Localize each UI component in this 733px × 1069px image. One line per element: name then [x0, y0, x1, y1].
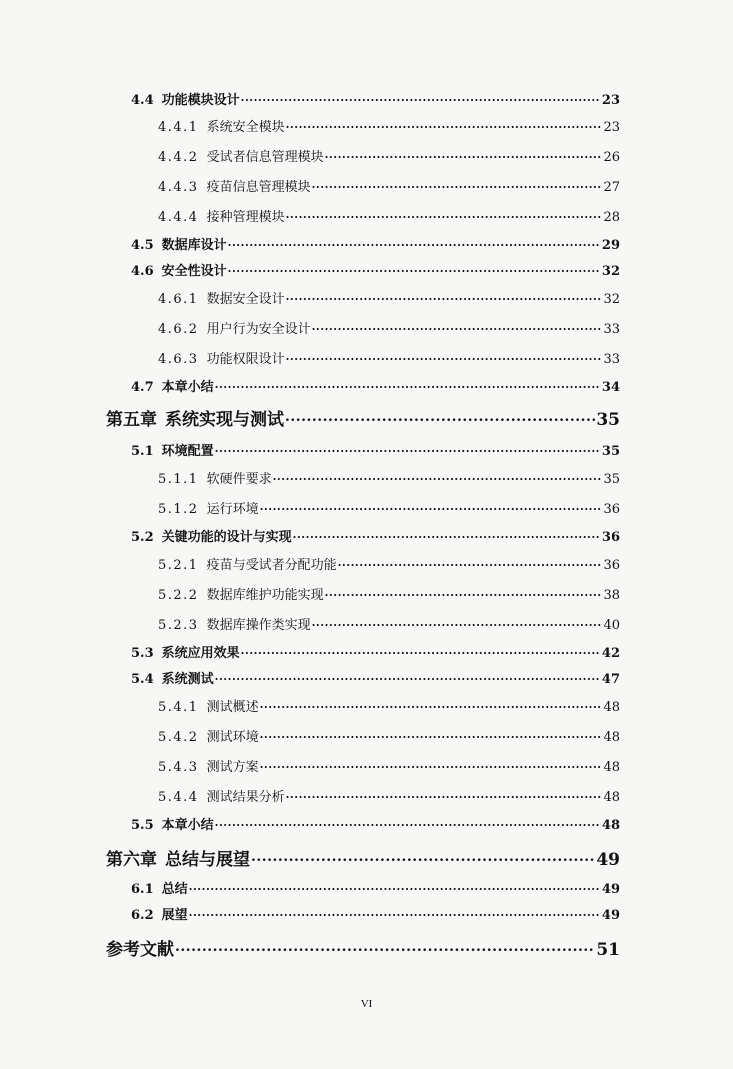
toc-entry-title: 接种管理模块	[206, 210, 285, 225]
dot-leader	[260, 730, 603, 741]
toc-entry-number: 5.4.1	[158, 700, 199, 715]
toc-entry-title: 系统安全模块	[206, 120, 285, 135]
dot-leader	[312, 618, 603, 629]
toc-entry-page: 32	[603, 292, 620, 307]
toc-entry-page: 23	[601, 93, 620, 108]
toc-entry-page: 38	[603, 588, 620, 603]
toc-entry-page: 32	[601, 264, 620, 279]
toc-entry-page: 36	[601, 530, 620, 545]
dot-leader	[215, 818, 601, 829]
toc-entry-page: 34	[601, 380, 620, 395]
toc-entry-number: 5.4.3	[158, 760, 199, 775]
toc-entry-title: 展望	[161, 908, 188, 923]
toc-entry-page: 35	[603, 472, 620, 487]
toc-entry	[158, 786, 620, 805]
toc-entry-page: 49	[601, 908, 620, 923]
toc-entry-title: 参考文献	[106, 940, 174, 960]
toc-entry-number: 第六章	[106, 850, 157, 870]
dot-leader	[285, 411, 595, 425]
toc-entry	[131, 904, 620, 923]
dot-leader	[241, 646, 601, 657]
toc-entry-number: 5.4.2	[158, 730, 199, 745]
toc-entry	[158, 146, 620, 165]
toc-entry-title: 系统应用效果	[161, 646, 240, 661]
toc-entry-title: 测试概述	[206, 700, 259, 715]
toc-entry	[131, 89, 620, 108]
toc-entry	[158, 756, 620, 775]
dot-leader	[228, 264, 601, 275]
toc-entry-title: 测试结果分析	[206, 790, 285, 805]
toc-entry	[158, 468, 620, 487]
toc-entry-number: 4.6.2	[158, 322, 199, 337]
dot-leader	[228, 238, 601, 249]
toc-entry-page: 42	[601, 646, 620, 661]
toc-entry	[131, 234, 620, 253]
toc-entry	[158, 726, 620, 745]
dot-leader	[251, 851, 595, 865]
toc-entry	[131, 376, 620, 395]
toc-entry	[158, 498, 620, 517]
toc-entry-number: 5.5	[131, 818, 154, 833]
toc-entry-page: 48	[603, 730, 620, 745]
toc-entry-page: 23	[603, 120, 620, 135]
toc-entry-title: 本章小结	[161, 818, 214, 833]
toc-entry	[158, 584, 620, 603]
toc-entry-number: 5.1.1	[158, 472, 199, 487]
toc-entry	[158, 554, 620, 573]
toc-entry-page: 40	[603, 618, 620, 633]
toc-entry	[131, 642, 620, 661]
toc-entry-title: 运行环境	[206, 502, 259, 517]
toc-entry-title: 数据库维护功能实现	[206, 588, 324, 603]
toc-entry-number: 5.1	[131, 444, 154, 459]
toc-entry	[158, 176, 620, 195]
toc-entry-page: 27	[603, 180, 620, 195]
toc-entry-page: 36	[603, 558, 620, 573]
toc-entry-title: 数据库设计	[161, 238, 227, 253]
toc-entry-page: 26	[603, 150, 620, 165]
toc-entry-number: 5.2.1	[158, 558, 199, 573]
toc-entry	[131, 878, 620, 897]
toc-entry-title: 安全性设计	[161, 264, 227, 279]
toc-entry-number: 5.2.3	[158, 618, 199, 633]
dot-leader	[175, 941, 595, 955]
toc-entry-number: 4.4.2	[158, 150, 199, 165]
toc-entry-title: 用户行为安全设计	[206, 322, 311, 337]
page-footer-number: VI	[360, 998, 373, 1010]
toc-entry-title: 软硬件要求	[206, 472, 272, 487]
toc-entry-title: 受试者信息管理模块	[206, 150, 324, 165]
toc-entry	[158, 288, 620, 307]
dot-leader	[215, 672, 601, 683]
toc-entry-number: 第五章	[106, 410, 157, 430]
toc-entry	[158, 318, 620, 337]
dot-leader	[325, 588, 603, 599]
toc-entry	[106, 845, 620, 870]
toc-entry	[158, 206, 620, 225]
toc-entry-number: 4.4.4	[158, 210, 199, 225]
dot-leader	[286, 120, 603, 131]
toc-entry-title: 功能模块设计	[161, 93, 240, 108]
toc-entry-number: 5.4	[131, 672, 154, 687]
dot-leader	[286, 790, 603, 801]
dot-leader	[260, 502, 603, 513]
toc-entry-title: 系统实现与测试	[165, 410, 284, 430]
dot-leader	[260, 760, 603, 771]
dot-leader	[325, 150, 603, 161]
toc-entry	[131, 526, 620, 545]
toc-entry-page: 36	[603, 502, 620, 517]
toc-entry-number: 4.5	[131, 238, 154, 253]
toc-entry-page: 48	[603, 760, 620, 775]
dot-leader	[215, 444, 601, 455]
dot-leader	[215, 380, 601, 391]
toc-entry-title: 本章小结	[161, 380, 214, 395]
dot-leader	[312, 322, 603, 333]
toc-entry-number: 4.7	[131, 380, 154, 395]
toc-entry-number: 5.4.4	[158, 790, 199, 805]
dot-leader	[293, 530, 601, 541]
dot-leader	[338, 558, 603, 569]
dot-leader	[189, 882, 601, 893]
toc-entry-page: 35	[601, 444, 620, 459]
toc-entry	[131, 814, 620, 833]
toc-entry-page: 48	[603, 790, 620, 805]
dot-leader	[189, 908, 601, 919]
toc-entry-page: 49	[601, 882, 620, 897]
toc-entry-number: 5.2	[131, 530, 154, 545]
toc-entry-title: 关键功能的设计与实现	[161, 530, 292, 545]
toc-entry	[158, 614, 620, 633]
toc-entry-number: 4.4	[131, 93, 154, 108]
toc-entry-number: 4.4.1	[158, 120, 199, 135]
toc-entry	[106, 405, 620, 430]
toc-entry-page: 29	[601, 238, 620, 253]
toc-entry-page: 35	[596, 410, 620, 430]
dot-leader	[286, 352, 603, 363]
dot-leader	[312, 180, 603, 191]
toc-entry-number: 6.2	[131, 908, 154, 923]
toc-entry	[158, 696, 620, 715]
toc-entry-number: 4.4.3	[158, 180, 199, 195]
dot-leader	[286, 292, 603, 303]
toc-entry-title: 数据安全设计	[206, 292, 285, 307]
toc-entry-page: 28	[603, 210, 620, 225]
toc-entry-page: 33	[603, 322, 620, 337]
dot-leader	[273, 472, 603, 483]
toc-entry	[158, 348, 620, 367]
dot-leader	[241, 93, 601, 104]
toc-entry-number: 6.1	[131, 882, 154, 897]
toc-entry-page: 51	[596, 940, 620, 960]
toc-entry-title: 疫苗信息管理模块	[206, 180, 311, 195]
toc-entry	[131, 440, 620, 459]
toc-entry-page: 48	[601, 818, 620, 833]
toc-entry-number: 4.6	[131, 264, 154, 279]
toc-entry	[131, 260, 620, 279]
dot-leader	[286, 210, 603, 221]
toc-entry	[158, 116, 620, 135]
toc-entry-title: 系统测试	[161, 672, 214, 687]
toc-entry	[131, 668, 620, 687]
toc-entry-page: 49	[596, 850, 620, 870]
toc-entry-title: 环境配置	[161, 444, 214, 459]
toc-entry-number: 4.6.1	[158, 292, 199, 307]
toc-entry-number: 5.2.2	[158, 588, 199, 603]
toc-entry-title: 测试环境	[206, 730, 259, 745]
toc-entry-title: 数据库操作类实现	[206, 618, 311, 633]
toc-entry-title: 总结与展望	[165, 850, 250, 870]
toc-entry-title: 功能权限设计	[206, 352, 285, 367]
toc-entry-title: 测试方案	[206, 760, 259, 775]
toc-entry-title: 疫苗与受试者分配功能	[206, 558, 337, 573]
toc-entry-page: 48	[603, 700, 620, 715]
toc-entry-number: 5.3	[131, 646, 154, 661]
toc-entry-page: 33	[603, 352, 620, 367]
toc-entry-title: 总结	[161, 882, 188, 897]
toc-entry-page: 47	[601, 672, 620, 687]
dot-leader	[260, 700, 603, 711]
toc-entry-number: 4.6.3	[158, 352, 199, 367]
toc-entry-number: 5.1.2	[158, 502, 199, 517]
toc-entry	[106, 935, 620, 960]
